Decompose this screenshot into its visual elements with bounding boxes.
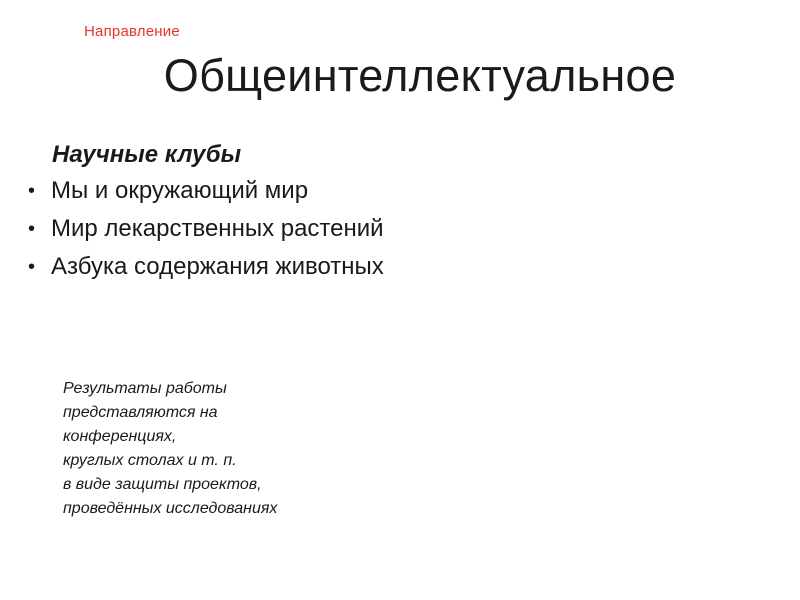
bullet-icon: • bbox=[28, 218, 36, 240]
list-item-label: Азбука содержания животных bbox=[51, 253, 384, 280]
slide-title: Общеинтеллектуальное bbox=[163, 50, 677, 101]
bullet-icon: • bbox=[28, 180, 36, 202]
list-item bbox=[28, 210, 388, 248]
list-item-label: Мир лекарственных растений bbox=[51, 215, 384, 242]
list-item-label: Мы и окружающий мир bbox=[51, 177, 309, 204]
list-item bbox=[28, 172, 388, 210]
direction-label: Направление bbox=[84, 23, 180, 40]
clubs-heading: Научные клубы bbox=[52, 141, 242, 168]
bullet-icon: • bbox=[28, 256, 36, 278]
clubs-list bbox=[28, 172, 388, 286]
list-item bbox=[28, 248, 388, 286]
results-note: Результаты работы представляются на конференциях, круглых столах и т. п. в виде защиты проектов, проведённых исследованиях bbox=[63, 380, 278, 517]
